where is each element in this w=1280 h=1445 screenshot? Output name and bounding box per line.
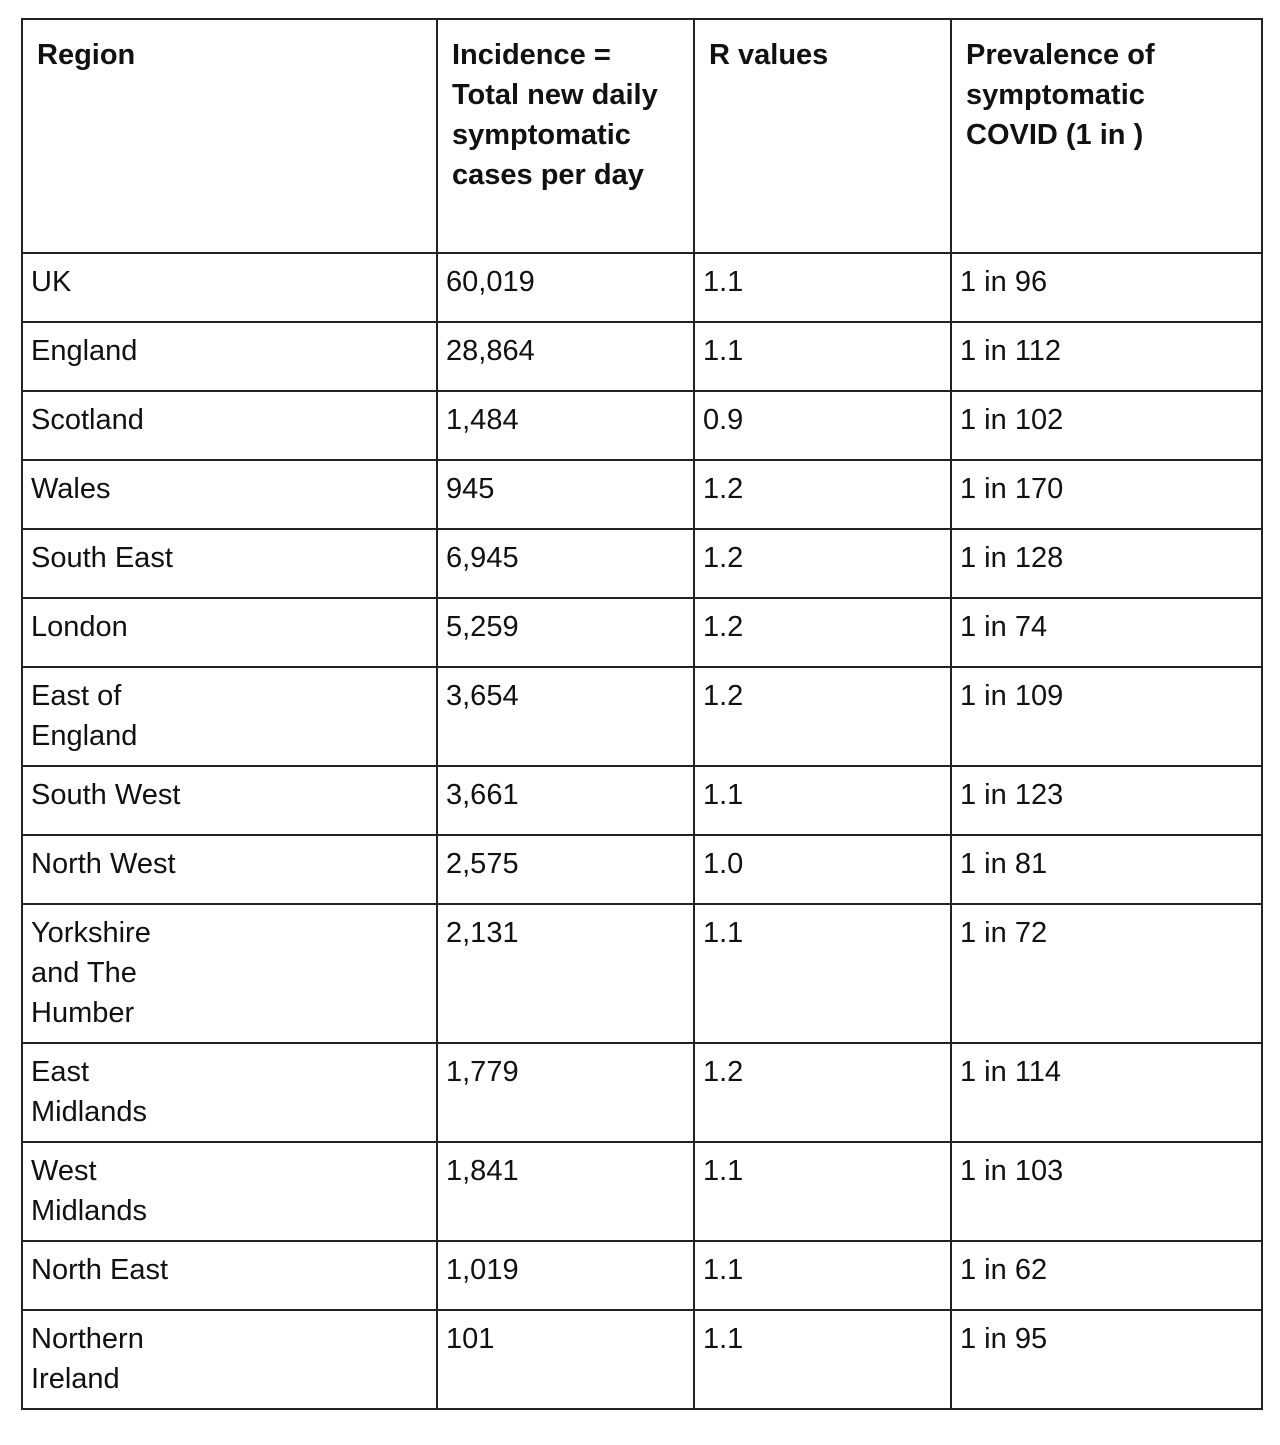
- incidence-cell: 28,864: [437, 322, 694, 391]
- r-value-cell: 1.2: [694, 1043, 951, 1142]
- incidence-cell: 2,131: [437, 904, 694, 1043]
- region-cell: East Midlands: [22, 1043, 437, 1142]
- region-cell: Wales: [22, 460, 437, 529]
- region-cell: UK: [22, 253, 437, 322]
- incidence-cell: 1,484: [437, 391, 694, 460]
- table-row: [22, 1241, 1262, 1310]
- header-prevalence: Prevalence of symptomatic COVID (1 in ): [951, 19, 1262, 253]
- region-cell: West Midlands: [22, 1142, 437, 1241]
- r-value-cell: 1.0: [694, 835, 951, 904]
- r-value-cell: 1.1: [694, 253, 951, 322]
- r-value-cell: 0.9: [694, 391, 951, 460]
- prevalence-cell: 1 in 112: [951, 322, 1262, 391]
- r-value-cell: 1.1: [694, 1310, 951, 1409]
- table-row: [22, 667, 1262, 766]
- r-value-cell: 1.1: [694, 904, 951, 1043]
- prevalence-cell: 1 in 95: [951, 1310, 1262, 1409]
- region-cell: North West: [22, 835, 437, 904]
- table-row: [22, 391, 1262, 460]
- prevalence-cell: 1 in 96: [951, 253, 1262, 322]
- table-row: [22, 835, 1262, 904]
- r-value-cell: 1.1: [694, 1142, 951, 1241]
- r-value-cell: 1.2: [694, 598, 951, 667]
- region-cell: Yorkshire and The Humber: [22, 904, 437, 1043]
- r-value-cell: 1.2: [694, 667, 951, 766]
- prevalence-cell: 1 in 103: [951, 1142, 1262, 1241]
- incidence-cell: 1,841: [437, 1142, 694, 1241]
- incidence-cell: 945: [437, 460, 694, 529]
- incidence-cell: 1,019: [437, 1241, 694, 1310]
- prevalence-cell: 1 in 74: [951, 598, 1262, 667]
- incidence-cell: 101: [437, 1310, 694, 1409]
- prevalence-cell: 1 in 81: [951, 835, 1262, 904]
- region-cell: South West: [22, 766, 437, 835]
- incidence-cell: 3,654: [437, 667, 694, 766]
- region-cell: North East: [22, 1241, 437, 1310]
- table-row: [22, 1043, 1262, 1142]
- incidence-cell: 3,661: [437, 766, 694, 835]
- r-value-cell: 1.2: [694, 529, 951, 598]
- r-value-cell: 1.1: [694, 322, 951, 391]
- table-row: [22, 253, 1262, 322]
- prevalence-cell: 1 in 102: [951, 391, 1262, 460]
- header-region: Region: [22, 19, 437, 253]
- prevalence-cell: 1 in 72: [951, 904, 1262, 1043]
- prevalence-cell: 1 in 62: [951, 1241, 1262, 1310]
- prevalence-cell: 1 in 128: [951, 529, 1262, 598]
- region-cell: South East: [22, 529, 437, 598]
- prevalence-cell: 1 in 123: [951, 766, 1262, 835]
- prevalence-cell: 1 in 114: [951, 1043, 1262, 1142]
- region-cell: Northern Ireland: [22, 1310, 437, 1409]
- incidence-cell: 5,259: [437, 598, 694, 667]
- incidence-cell: 6,945: [437, 529, 694, 598]
- region-cell: London: [22, 598, 437, 667]
- r-value-cell: 1.1: [694, 1241, 951, 1310]
- r-value-cell: 1.2: [694, 460, 951, 529]
- table-row: [22, 529, 1262, 598]
- incidence-cell: 1,779: [437, 1043, 694, 1142]
- r-value-cell: 1.1: [694, 766, 951, 835]
- table-header-row: [22, 19, 1262, 253]
- prevalence-cell: 1 in 109: [951, 667, 1262, 766]
- table-row: [22, 322, 1262, 391]
- region-cell: Scotland: [22, 391, 437, 460]
- incidence-cell: 2,575: [437, 835, 694, 904]
- header-r-values: R values: [694, 19, 951, 253]
- region-cell: East of England: [22, 667, 437, 766]
- table-row: [22, 766, 1262, 835]
- covid-regional-table: [21, 18, 1263, 1410]
- region-cell: England: [22, 322, 437, 391]
- incidence-cell: 60,019: [437, 253, 694, 322]
- table-row: [22, 904, 1262, 1043]
- table-row: [22, 598, 1262, 667]
- table-row: [22, 1142, 1262, 1241]
- header-incidence: Incidence = Total new daily symptomatic cases per day: [437, 19, 694, 253]
- prevalence-cell: 1 in 170: [951, 460, 1262, 529]
- table-row: [22, 1310, 1262, 1409]
- table-row: [22, 460, 1262, 529]
